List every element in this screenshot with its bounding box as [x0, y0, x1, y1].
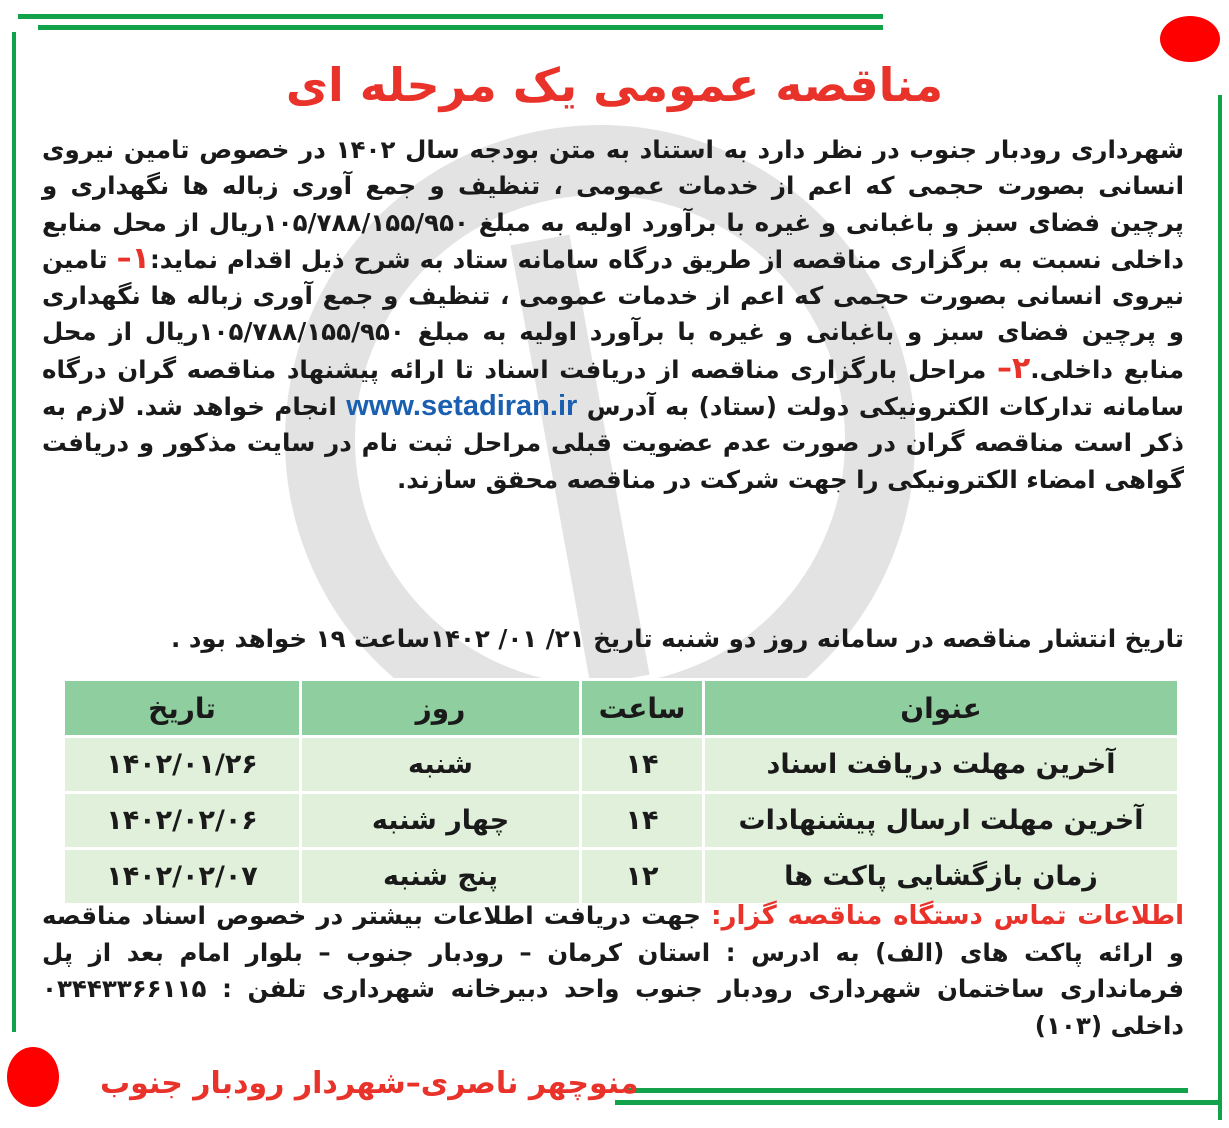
cell-hour: ۱۲	[581, 849, 704, 905]
left-border	[12, 32, 16, 1032]
top-rule-1	[18, 14, 883, 19]
cell-hour: ۱۴	[581, 793, 704, 849]
item-2-end-text: انجام خواهد شد. لازم به ذکر است مناقصه گران در صورت عدم عضویت قبلی مراحل ثبت نام در سایت مذکور و دریافت گواهی امضاء الکترونیکی را جهت شرکت در مناقصه محقق سازند.	[42, 392, 1184, 494]
cell-day: شنبه	[301, 737, 581, 793]
publication-date-text: تاریخ انتشار مناقصه در سامانه روز دو شنبه تاریخ ۲۱/ ۰۱/ ۱۴۰۲ساعت ۱۹ خواهد بود .	[171, 624, 1184, 653]
item-marker-2: ۲–	[996, 350, 1031, 386]
bottom-rule-2	[615, 1100, 1220, 1105]
contact-heading: اطلاعات تماس دستگاه مناقصه گزار:	[711, 901, 1185, 931]
red-dot-icon	[1160, 16, 1220, 62]
page-title: مناقصه عمومی یک مرحله ای	[285, 58, 944, 112]
cell-title: زمان بازگشایی پاکت ها	[704, 849, 1179, 905]
table-row	[64, 849, 1179, 905]
item-2-text: مراحل بارگزاری مناقصه از دریافت اسناد تا ارائه پیشنهاد مناقصه گران درگاه سامانه تدارکات الکترونیکی دولت (ستاد) به آدرس	[42, 354, 1184, 422]
contact-text: جهت دریافت اطلاعات بیشتر در خصوص اسناد مناقصه و ارائه پاکت های (الف) به ادرس : استان کرمان – رودبار جنوب – بلوار امام بعد از پل فرمانداری ساختمان شهرداری رودبار جنوب واحد دبیرخانه شهرداری تلفن : ۰۳۴۴۳۳۶۶۱۱۵ داخلی (۱۰۳)	[42, 901, 1184, 1040]
signature: منوچهر ناصری–شهردار رودبار جنوب	[100, 1066, 639, 1101]
cell-day: پنج شنبه	[301, 849, 581, 905]
tender-description	[42, 132, 1184, 498]
table-row	[64, 793, 1179, 849]
item-1-text: تامین نیروی انسانی بصورت حجمی که اعم از خدمات عمومی ، تنظیف و جمع آوری زباله ها نگهداری و پرچین فضای سبز و باغبانی و غیره با برآورد اولیه به مبلغ ۱۰۵/۷۸۸/۱۵۵/۹۵۰ریال از محل منابع داخلی.	[42, 244, 1184, 384]
table-row	[64, 737, 1179, 793]
cell-date: ۱۴۰۲/۰۲/۰۷	[64, 849, 301, 905]
intro-text: شهرداری رودبار جنوب در نظر دارد به استناد به متن بودجه سال ۱۴۰۲ در خصوص تامین نیروی انسانی بصورت حجمی که اعم از خدمات عمومی ، تنظیف و جمع آوری زباله ها نگهداری و پرچین فضای سبز و باغبانی و غیره با برآورد اولیه به مبلغ ۱۰۵/۷۸۸/۱۵۵/۹۵۰ریال از محل منابع داخلی نسبت به برگزاری مناقصه از طریق درگاه سامانه ستاد به شرح ذیل اقدام نماید:	[42, 135, 1185, 274]
header-hour: ساعت	[581, 680, 704, 737]
right-border	[1218, 95, 1222, 1120]
contact-info	[42, 898, 1184, 1044]
cell-title: آخرین مهلت ارسال پیشنهادات	[704, 793, 1179, 849]
header-date: تاریخ	[64, 680, 301, 737]
top-rule-2	[38, 25, 883, 30]
cell-date: ۱۴۰۲/۰۲/۰۶	[64, 793, 301, 849]
item-marker-1: ۱–	[116, 240, 150, 276]
cell-hour: ۱۴	[581, 737, 704, 793]
header-day: روز	[301, 680, 581, 737]
setad-link[interactable]: www.setadiran.ir	[346, 390, 578, 423]
cell-title: آخرین مهلت دریافت اسناد	[704, 737, 1179, 793]
header-title: عنوان	[704, 680, 1179, 737]
cell-day: چهار شنبه	[301, 793, 581, 849]
red-dot-icon	[7, 1047, 59, 1107]
schedule-table	[62, 678, 1180, 906]
cell-date: ۱۴۰۲/۰۱/۲۶	[64, 737, 301, 793]
bottom-rule-1	[628, 1088, 1188, 1093]
